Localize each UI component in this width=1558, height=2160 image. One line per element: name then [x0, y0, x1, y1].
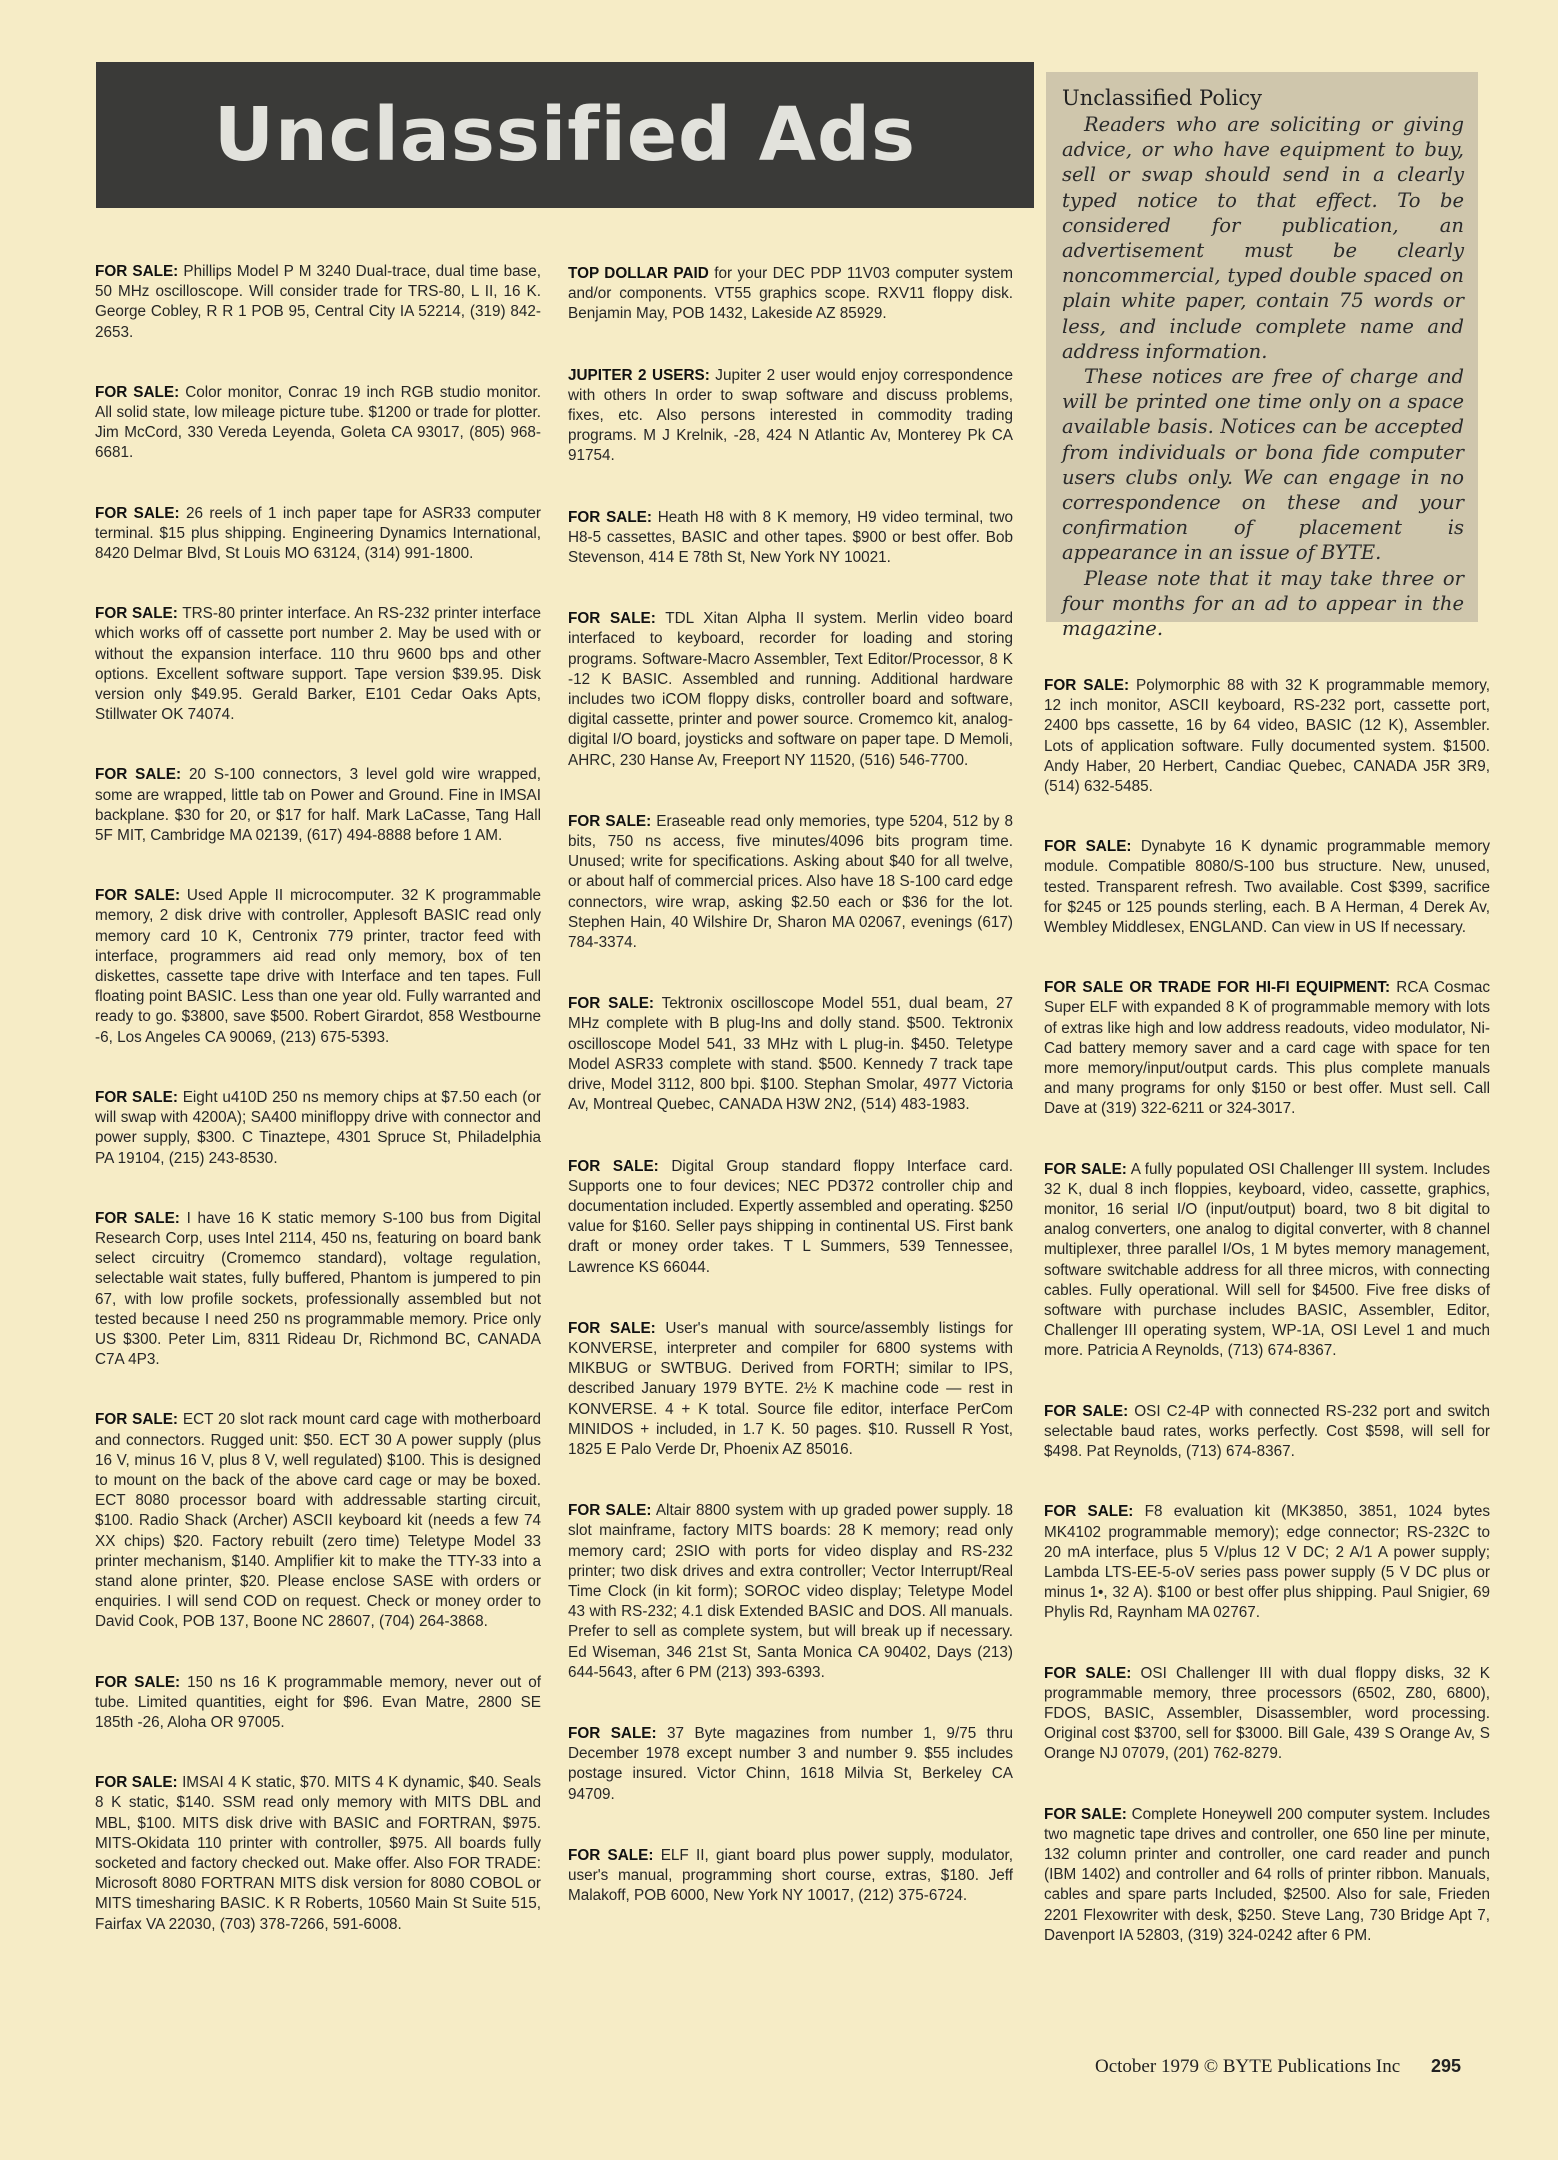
ad-label: FOR SALE:: [568, 1319, 656, 1337]
ad-text: I have 16 K static memory S-100 bus from Digital Research Corp, uses Intel 2114, 450 ns, featuring on board bank select circuitry (Cromemco standard), voltage regulation, selectable wait states, fully buffered, Phantom is jumpered to pin 67, with low profile sockets, professionally assembled but not tested because I need 250 ns programmable memory. Price only US $300. Peter Lim, 8311 Rideau Dr, Richmond BC, CANADA C7A 4P3.: [95, 1209, 541, 1369]
ad-label: FOR SALE:: [95, 1774, 178, 1792]
ad-text: Phillips Model P M 3240 Dual-trace, dual time base, 50 MHz oscilloscope. Will consider trade for TRS-80, L II, 16 K. George Cobley, R R 1 POB 95, Central City IA 52214, (319) 842-2653.: [95, 263, 541, 341]
ad-listing: [568, 1724, 1013, 1805]
ad-label: FOR SALE:: [95, 766, 182, 784]
ad-text: OSI Challenger III with dual floppy disks, 32 K programmable memory, three processors (6502, Z80, 6800), FDOS, BASIC, Assembler, Disassembler, word processing. Original cost $3700, sell for $3000. Bill Gale, 439 S Orange Av, S Orange NJ 07079, (201) 762-8279.: [1044, 1664, 1490, 1763]
ad-text: 150 ns 16 K programmable memory, never out of tube. Limited quantities, eight for $96. Evan Matre, 2800 SE 185th -26, Aloha OR 97005.: [95, 1673, 541, 1731]
ad-listing: [95, 504, 541, 565]
ad-label: FOR SALE:: [1044, 1664, 1132, 1682]
ad-listing: [95, 1410, 541, 1632]
ad-listing: [95, 1773, 541, 1935]
ad-label: FOR SALE:: [95, 504, 180, 522]
ad-text: F8 evaluation kit (MK3850, 3851, 1024 bytes MK4102 programmable memory); edge connector; RS-232C to 20 mA interface, plus 5 V/plus 12 V DC; 2 A/1 A power supply; Lambda LTS-EE-5-oV series pass power supply (5 V DC plus or minus 1•, 32 A). $100 or best offer plus shipping. Paul Snigier, 69 Phylis Rd, Raynham MA 02767.: [1044, 1503, 1491, 1622]
ad-text: Dynabyte 16 K dynamic programmable memory module. Compatible 8080/S-100 bus structure. New, unused, tested. Transparent refresh. Two available. Cost $399, sacrifice for $245 or 125 pounds sterling, each. B A Herman, 4 Derek Av, Wembley Middlesex, ENGLAND. Can view in US If necessary.: [1044, 838, 1491, 937]
ad-listing: [95, 1209, 541, 1371]
ad-listing: [568, 508, 1013, 569]
ad-text: A fully populated OSI Challenger III system. Includes 32 K, dual 8 inch floppies, keyboard, video, cassette, graphics, monitor, 16 serial I/O (input/output) board, two 8 bit digital to analog converters, one analog to digital converter, with 8 channel multiplexer, three parallel I/Os, 1 M bytes memory management, software switchable address for all three micros, with connecting cables. Fully operational. Will sell for $4500. Five free disks of software with purchase includes BASIC, Assembler, Editor, Challenger III operating system, WP-1A, OSI Level 1 and much more. Patricia A Reynolds, (713) 674-8367.: [1044, 1160, 1491, 1360]
policy-box: [1046, 72, 1478, 641]
ad-text: 20 S-100 connectors, 3 level gold wire wrapped, some are wrapped, little tab on Power and Ground. Fine in IMSAI backplane. $30 for 20, or $17 for half. Mark LaCasse, Tang Hall 5F MIT, Cambridge MA 02139, (617) 494-8888 before 1 AM.: [95, 766, 542, 845]
ad-text: ELF II, giant board plus power supply, modulator, user's manual, programming short course, extras, $180. Jeff Malakoff, POB 6000, New York NY 10017, (212) 375-6724.: [568, 1846, 1013, 1905]
ad-listing: [1044, 1160, 1490, 1362]
ad-text: Heath H8 with 8 K memory, H9 video terminal, two H8-5 cassettes, BASIC and other tapes. $900 or best offer. Bob Stevenson, 414 E 78th St, New York NY 10021.: [568, 508, 1013, 567]
ad-listing: [95, 1673, 541, 1734]
policy-paragraph: Readers who are soliciting or giving advice, or who have equipment to buy, sell or swap should send in a clearly typed notice to that effect. To be considered for publication, an advertisement must be clearly noncommercial, typed double spaced on plain white paper, contain 75 words or less, and include complete name and address information.: [1062, 113, 1464, 363]
ad-listing: [1044, 978, 1490, 1119]
ad-listing: [95, 262, 541, 343]
ad-text: Jupiter 2 user would enjoy correspondence with others In order to swap software and discuss problems, fixes, etc. Also persons interested in commodity trading programs. M J Krelnik, -28, 424 N Atlantic Av, Monterey Pk CA 91754.: [568, 366, 1014, 465]
ad-label: FOR SALE:: [95, 605, 178, 623]
ad-listing: [568, 366, 1013, 467]
ad-text: User's manual with source/assembly listings for KONVERSE, interpreter and compiler for 6800 systems with MIKBUG or SWTBUG. Derived from FORTH; similar to IPS, described January 1979 BYTE. 2½ K machine code — rest in KONVERSE. 4 + K total. Source file editor, interface PerCom MINIDOS + included, in 1.7 K. 50 pages. $10. Russell R Yost, 1825 E Palo Verde Dr, Phoenix AZ 85016.: [568, 1319, 1014, 1458]
ad-label: FOR SALE:: [568, 812, 652, 830]
ad-listing: [568, 1846, 1013, 1907]
ad-text: Used Apple II microcomputer. 32 K programmable memory, 2 disk drive with controller, Applesoft BASIC read only memory card 10 K, Centronix 779 printer, tractor feed with interface, programmers aid read only memory, box of ten diskettes, cassette tape drive with Interface and ten tapes. Full floating point BASIC. Less than one year old. Fully warranted and ready to go. $3800, save $500. Robert Girardot, 858 Westbourne -6, Los Angeles CA 90069, (213) 675-5393.: [95, 887, 541, 1046]
ad-label: FOR SALE OR TRADE FOR HI-FI EQUIPMENT:: [1044, 979, 1391, 997]
policy-paragraph: Please note that it may take three or four months for an ad to appear in the magazine.: [1062, 566, 1464, 641]
ad-label: FOR SALE:: [568, 508, 652, 526]
ad-text: Color monitor, Conrac 19 inch RGB studio monitor. All solid state, low mileage picture tube. $1200 or trade for plotter. Jim McCord, 330 Vereda Leyenda, Goleta CA 93017, (805) 968-6681.: [95, 383, 541, 462]
page-title: Unclassified Ads: [213, 92, 917, 178]
ad-listing: [568, 1501, 1013, 1683]
ad-label: FOR SALE:: [568, 1846, 654, 1864]
ad-listing: [1044, 1805, 1490, 1946]
ad-label: FOR SALE:: [568, 1502, 652, 1520]
ad-text: 26 reels of 1 inch paper tape for ASR33 computer terminal. $15 plus shipping. Engineering Dynamics International, 8420 Delmar Blvd, St Louis MO 63124, (314) 991-1800.: [95, 504, 541, 563]
ad-label: FOR SALE:: [95, 1411, 179, 1429]
ad-text: Digital Group standard floppy Interface card. Supports one to four devices; NEC PD372 controller chip and documentation included. Expertly assembled and operating. $250 value for $160. Seller pays shipping in continental US. First bank draft or money order takes. T L Summers, 539 Tennessee, Lawrence KS 66044.: [568, 1157, 1014, 1276]
ad-text: Tektronix oscilloscope Model 551, dual beam, 27 MHz complete with B plug-Ins and dolly stand. $500. Tektronix oscilloscope Model 541, 33 MHz with L plug-in. $450. Teletype Model ASR33 complete with stand. $500. Kennedy 7 track tape drive, Model 3112, 800 bpi. $100. Stephan Smolar, 4977 Victoria Av, Montreal Quebec, CANADA H3W 2N2, (514) 483-1983.: [568, 995, 1013, 1114]
ad-text: Complete Honeywell 200 computer system. Includes two magnetic tape drives and controller, one 650 line per minute, 132 column printer and controller, one card reader and punch (IBM 1402) and controller and 64 rolls of printer ribbon. Manuals, cables and spare parts Included, $2500. Also for sale, Frieden 2201 Flexowriter with desk, $250. Steve Lang, 730 Bridge Apt 7, Davenport IA 52803, (319) 324-0242 after 6 PM.: [1044, 1805, 1490, 1944]
ad-text: IMSAI 4 K static, $70. MITS 4 K dynamic, $40. Seals 8 K static, $140. SSM read only memory with MITS DBL and MBL, $100. MITS disk drive with BASIC and FORTRAN, $975. MITS-Okidata 110 printer with controller, $975. All boards fully socketed and factory checked out. Make offer. Also FOR TRADE: Microsoft 8080 FORTRAN MITS disk version for 8080 COBOL or MITS timesharing BASIC. K R Roberts, 10560 Main St Suite 515, Fairfax VA 22030, (703) 378-7266, 591-6008.: [95, 1774, 541, 1933]
ad-label: FOR SALE:: [95, 1088, 178, 1106]
ad-text: TDL Xitan Alpha II system. Merlin video board interfaced to keyboard, recorder for loading and storing programs. Software-Macro Assembler, Text Editor/Processor, 8 K -12 K BASIC. Assembled and running. Additional hardware includes two iCOM floppy disks, controller board and software, digital cassette, printer and power source. Cromemco kit, analog-digital I/O board, joysticks and software on paper tape. D Memoli, AHRC, 230 Hanse Av, Freeport NY 11520, (516) 546-7700.: [568, 610, 1013, 769]
ad-listing: [568, 994, 1013, 1115]
ad-label: FOR SALE:: [95, 383, 180, 401]
ad-text: TRS-80 printer interface. An RS-232 printer interface which works off of cassette port number 2. May be used with or without the expansion interface. 110 thru 9600 bps and other options. Excellent software support. Tape version $39.95. Disk version only $49.95. Gerald Barker, E101 Cedar Oaks Apts, Stillwater OK 74074.: [95, 605, 541, 724]
ad-text: Polymorphic 88 with 32 K programmable memory, 12 inch monitor, ASCII keyboard, RS-232 port, cassette port, 2400 bps cassette, 16 by 64 video, BASIC (12 K), Assembler. Lots of application software. Fully documented system. $1500. Andy Haber, 20 Herbert, Candiac Quebec, CANADA J5R 3R9, (514) 632-5485.: [1044, 677, 1491, 796]
ad-label: FOR SALE:: [95, 263, 179, 280]
ad-listing: [568, 1319, 1013, 1460]
ad-listing: [568, 1157, 1013, 1278]
ad-text: Eraseable read only memories, type 5204, 512 by 8 bits, 750 ns access, five minutes/4096 bits program time. Unused; write for specifications. Asking about $40 for all twelve, or about half of commercial prices. Also have 18 S-100 card edge connectors, wire wrap, asking $2.50 each or $36 for the lot. Stephen Hain, 40 Wilshire Dr, Sharon MA 02067, evenings (617) 784-3374.: [568, 812, 1013, 952]
ad-listing: [95, 886, 541, 1048]
footer-credit: October 1979 © BYTE Publications Inc: [1095, 2056, 1401, 2077]
ad-listing: [568, 609, 1013, 771]
ad-listing: [95, 1088, 541, 1169]
ad-label: FOR SALE:: [95, 1209, 180, 1227]
ad-listing: [95, 383, 541, 464]
ad-label: FOR SALE:: [568, 1724, 657, 1742]
ad-listing: [95, 765, 541, 846]
ad-label: FOR SALE:: [1044, 1402, 1129, 1420]
ad-text: OSI C2-4P with connected RS-232 port and switch selectable baud rates, works perfectly. Cost $598, will sell for $498. Pat Reynolds, (713) 674-8367.: [1044, 1402, 1490, 1461]
ads-column-2: [568, 264, 1013, 1906]
ad-listing: [568, 812, 1013, 953]
ad-listing: [1044, 676, 1490, 797]
page-number: 295: [1430, 2056, 1461, 2076]
ad-listing: [1044, 1664, 1490, 1765]
policy-heading: Unclassified Policy: [1062, 86, 1263, 110]
ad-listing: [1044, 837, 1490, 938]
ad-label: FOR SALE:: [95, 887, 181, 905]
ad-label: FOR SALE:: [1044, 677, 1130, 694]
ad-label: JUPITER 2 USERS:: [568, 366, 710, 384]
ad-label: FOR SALE:: [568, 1157, 659, 1175]
ad-text: RCA Cosmac Super ELF with expanded 8 K of programmable memory with lots of extras like high and low address readouts, video modulator, Ni-Cad battery memory saver and a card cage with space for ten more memory/input/output cards. This plus complete manuals and many programs for only $150 or best offer. Must sell. Call Dave at (319) 322-6211 or 324-3017.: [1044, 979, 1490, 1118]
ad-label: FOR SALE:: [1044, 1503, 1134, 1521]
ad-listing: [1044, 1402, 1490, 1463]
ads-column-3: [1044, 676, 1490, 1946]
ad-listing: [568, 264, 1013, 325]
ads-column-1: [95, 262, 541, 1935]
ad-text: ECT 20 slot rack mount card cage with motherboard and connectors. Rugged unit: $50. ECT 30 A power supply (plus 16 V, minus 16 V, plus 8 V, well regulated) $100. This is designed to mount on the back of the above card cage or may be boxed. ECT 8080 processor board with addressable starting circuit, $100. Radio Shack (Archer) ASCII keyboard kit (needs a few 74 XX chips) $20. Factory rebuilt (zero time) Teletype Model 33 printer mechanism, $140. Amplifier kit to make the TTY-33 into a stand alone printer, $20. Please enclose SASE with orders or enquiries. I will send COD on request. Check or money order to David Cook, POB 137, Boone NC 28607, (704) 264-3868.: [95, 1411, 541, 1631]
ad-label: FOR SALE:: [1044, 1160, 1127, 1178]
ad-label: FOR SALE:: [1044, 1805, 1127, 1823]
header-banner: [96, 62, 1034, 208]
ad-listing: [1044, 1502, 1490, 1623]
policy-paragraph: These notices are free of charge and will be printed one time only on a space available basis. Notices can be accepted from individuals or bona fide computer users clubs only. We can engage in no correspondence on these and your confirmation of placement is appearance in an issue of BYTE.: [1062, 365, 1464, 565]
ad-text: 37 Byte magazines from number 1, 9/75 thru December 1978 except number 3 and number 9. $55 includes postage insured. Victor Chinn, 1618 Milvia St, Berkeley CA 94709.: [568, 1724, 1013, 1803]
ad-label: FOR SALE:: [1044, 838, 1132, 856]
ad-text: Eight u410D 250 ns memory chips at $7.50 each (or will swap with 4200A); SA400 minifloppy drive with connector and power supply, $300. C Tinaztepe, 4301 Spruce St, Philadelphia PA 19104, (215) 243-8530.: [95, 1088, 541, 1167]
ad-label: FOR SALE:: [95, 1673, 181, 1691]
ad-text: Altair 8800 system with up graded power supply. 18 slot mainframe, factory MITS boards: 28 K memory; read only memory card; 2SIO with ports for video display and RS-232 printer; two disk drives and extra controller; Vector Interrupt/Real Time Clock (in kit form); SOROC video display; Teletype Model 43 with RS-232; 4.1 disk Extended BASIC and DOS. All manuals. Prefer to sell as complete system, but will break up if necessary. Ed Wiseman, 346 21st St, Santa Monica CA 90402, Days (213) 644-5643, after 6 PM (213) 393-6393.: [568, 1502, 1014, 1681]
ad-label: TOP DOLLAR PAID: [568, 265, 709, 282]
ad-label: FOR SALE:: [568, 610, 656, 628]
ad-listing: [95, 604, 541, 725]
page-footer: [1095, 2056, 1461, 2078]
ad-text: for your DEC PDP 11V03 computer system and/or components. VT55 graphics scope. RXV11 floppy disk. Benjamin May, POB 1432, Lakeside AZ 85929.: [568, 265, 1014, 323]
ad-label: FOR SALE:: [568, 995, 655, 1013]
